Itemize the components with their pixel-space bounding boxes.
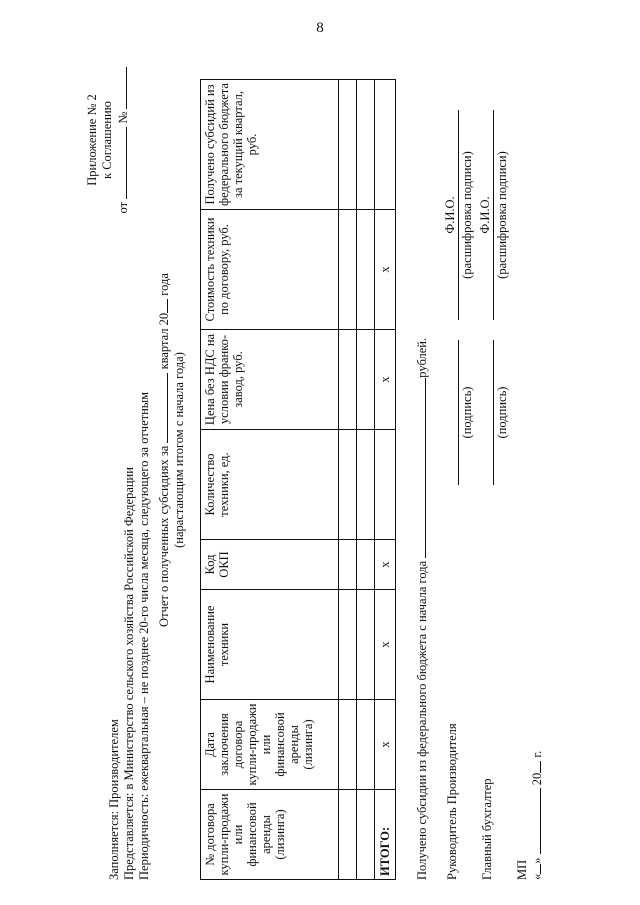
annex-header xyxy=(85,20,131,260)
total-cell: х xyxy=(375,700,396,790)
header-contract-number: № договора купли-продажи или финансовой аренды (лизинга) xyxy=(201,790,339,880)
page-number: 8 xyxy=(316,20,324,36)
accountant-decoding-caption: (расшифровка подписи) xyxy=(495,151,509,279)
stamp-mp: МП xyxy=(515,859,529,880)
head-signature-row xyxy=(445,20,477,880)
date-year-line xyxy=(540,761,541,773)
submitted-to: Представляется: в Министерство сельского хозяйства Российской Федерации xyxy=(122,467,136,880)
accountant-label: Главный бухгалтер xyxy=(480,778,494,880)
total-cell: х xyxy=(375,590,396,700)
date-day-line xyxy=(540,864,541,874)
total-label: ИТОГО: xyxy=(375,790,396,880)
annex-number-line xyxy=(126,67,127,109)
accountant-fio: Ф.И.О. xyxy=(478,196,492,234)
annex-title: Приложение № 2 xyxy=(85,94,99,186)
total-cell: х xyxy=(375,330,396,430)
report-title-prefix: Отчет о полученных субсидиях за xyxy=(157,445,171,627)
head-decoding-line xyxy=(458,110,459,320)
header-contract-date: Дата заключения договора купли-продажи или финансовой аренды (лизинга) xyxy=(201,700,339,790)
annex-date-line xyxy=(126,127,127,199)
received-prefix: Получено субсидии из федерального бюджета с начала года xyxy=(415,560,429,880)
report-year-word: года xyxy=(157,273,171,296)
report-year-line xyxy=(167,299,168,313)
rotated-document xyxy=(85,20,555,880)
report-title-line xyxy=(157,20,172,880)
head-fio: Ф.И.О. xyxy=(443,196,457,234)
head-decoding-caption: (расшифровка подписи) xyxy=(460,151,474,279)
report-quarter-word: квартал 20 xyxy=(157,312,171,370)
stamp-date xyxy=(530,751,545,880)
filled-by: Заполняется: Производителем xyxy=(107,719,121,880)
total-cell: х xyxy=(375,210,396,330)
date-century: 20 xyxy=(530,772,544,786)
report-subtitle: (нарастающим итогом с начала года) xyxy=(172,352,186,548)
report-quarter-line xyxy=(167,373,168,443)
received-amount-line xyxy=(425,378,426,558)
received-total-line xyxy=(415,338,430,880)
annex-agreement: к Соглашению xyxy=(100,101,114,179)
annex-from-label: от xyxy=(116,201,130,214)
date-open-quote: « xyxy=(530,873,544,880)
header-price: Цена без НДС на условии франко-завод, руб. xyxy=(201,330,339,430)
total-cell xyxy=(375,80,396,210)
accountant-signature-line xyxy=(493,340,494,485)
total-cell: х xyxy=(375,540,396,590)
annex-number-label: № xyxy=(116,111,130,124)
header-okp-code: Код ОКП xyxy=(201,540,339,590)
table-row xyxy=(339,80,357,880)
total-cell xyxy=(375,430,396,540)
head-signature-caption: (подпись) xyxy=(460,386,474,439)
date-close-quote: » xyxy=(530,857,544,864)
accountant-signature-row xyxy=(480,20,512,880)
fill-instructions xyxy=(107,392,152,880)
accountant-decoding-line xyxy=(493,110,494,320)
date-year-abbr: г. xyxy=(530,750,544,758)
table-total-row xyxy=(375,80,396,880)
subsidy-table xyxy=(200,79,396,880)
table-header-row xyxy=(201,80,339,880)
table-row xyxy=(357,80,375,880)
header-subsidy: Получено субсидий из федерального бюджета за текущий квартал, руб. xyxy=(201,80,339,210)
head-label: Руководитель Производителя xyxy=(445,723,459,880)
stamp-date-block xyxy=(515,751,545,880)
head-signature-line xyxy=(458,340,459,485)
periodicity: Периодичность: ежеквартальная – не позднее 20-го числа месяца, следующего за отчетным xyxy=(137,391,151,880)
received-suffix: рублей. xyxy=(415,337,429,378)
accountant-signature-caption: (подпись) xyxy=(495,386,509,439)
header-quantity: Количество техники, ед. xyxy=(201,430,339,540)
report-title xyxy=(157,20,187,880)
header-cost: Стоимость техники по договору, руб. xyxy=(201,210,339,330)
date-month-line xyxy=(540,788,541,854)
annex-date-number-row xyxy=(116,20,131,260)
header-equipment-name: Наименование техники xyxy=(201,590,339,700)
